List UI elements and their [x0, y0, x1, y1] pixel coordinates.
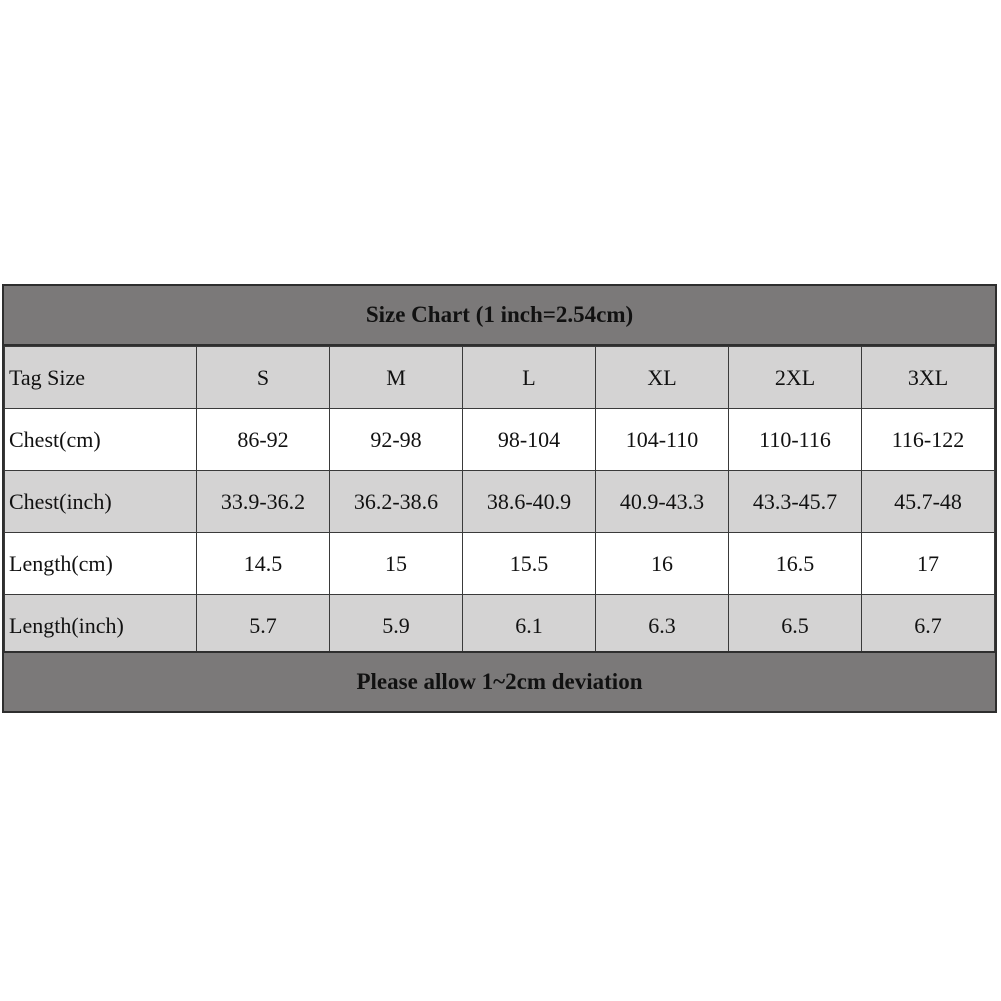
table-cell: 116-122 [862, 409, 995, 471]
table-cell: 3XL [862, 347, 995, 409]
table-cell: 43.3-45.7 [729, 471, 862, 533]
row-label: Tag Size [5, 347, 197, 409]
deviation-note: Please allow 1~2cm deviation [4, 651, 995, 711]
table-cell: 45.7-48 [862, 471, 995, 533]
table-cell: 6.7 [862, 595, 995, 657]
table-cell: M [330, 347, 463, 409]
row-length-cm [5, 533, 995, 595]
table-cell: 104-110 [596, 409, 729, 471]
table-cell: 92-98 [330, 409, 463, 471]
table-cell: 15 [330, 533, 463, 595]
table-cell: 86-92 [197, 409, 330, 471]
size-chart-title: Size Chart (1 inch=2.54cm) [4, 286, 995, 346]
table-cell: 98-104 [463, 409, 596, 471]
table-cell: 36.2-38.6 [330, 471, 463, 533]
table-cell: 14.5 [197, 533, 330, 595]
table-cell: 6.1 [463, 595, 596, 657]
row-tag-size [5, 347, 995, 409]
table-cell: 16.5 [729, 533, 862, 595]
table-cell: L [463, 347, 596, 409]
row-chest-inch [5, 471, 995, 533]
table-cell: 15.5 [463, 533, 596, 595]
table-cell: 110-116 [729, 409, 862, 471]
table-cell: 6.3 [596, 595, 729, 657]
table-cell: 40.9-43.3 [596, 471, 729, 533]
row-length-inch [5, 595, 995, 657]
size-table [4, 346, 995, 657]
table-cell: 17 [862, 533, 995, 595]
row-chest-cm [5, 409, 995, 471]
table-cell: 38.6-40.9 [463, 471, 596, 533]
row-label: Length(cm) [5, 533, 197, 595]
table-cell: 16 [596, 533, 729, 595]
table-cell: 5.7 [197, 595, 330, 657]
table-cell: 2XL [729, 347, 862, 409]
table-cell: 33.9-36.2 [197, 471, 330, 533]
row-label: Length(inch) [5, 595, 197, 657]
table-cell: 5.9 [330, 595, 463, 657]
size-chart [2, 284, 997, 713]
row-label: Chest(inch) [5, 471, 197, 533]
table-cell: 6.5 [729, 595, 862, 657]
table-cell: S [197, 347, 330, 409]
table-cell: XL [596, 347, 729, 409]
row-label: Chest(cm) [5, 409, 197, 471]
